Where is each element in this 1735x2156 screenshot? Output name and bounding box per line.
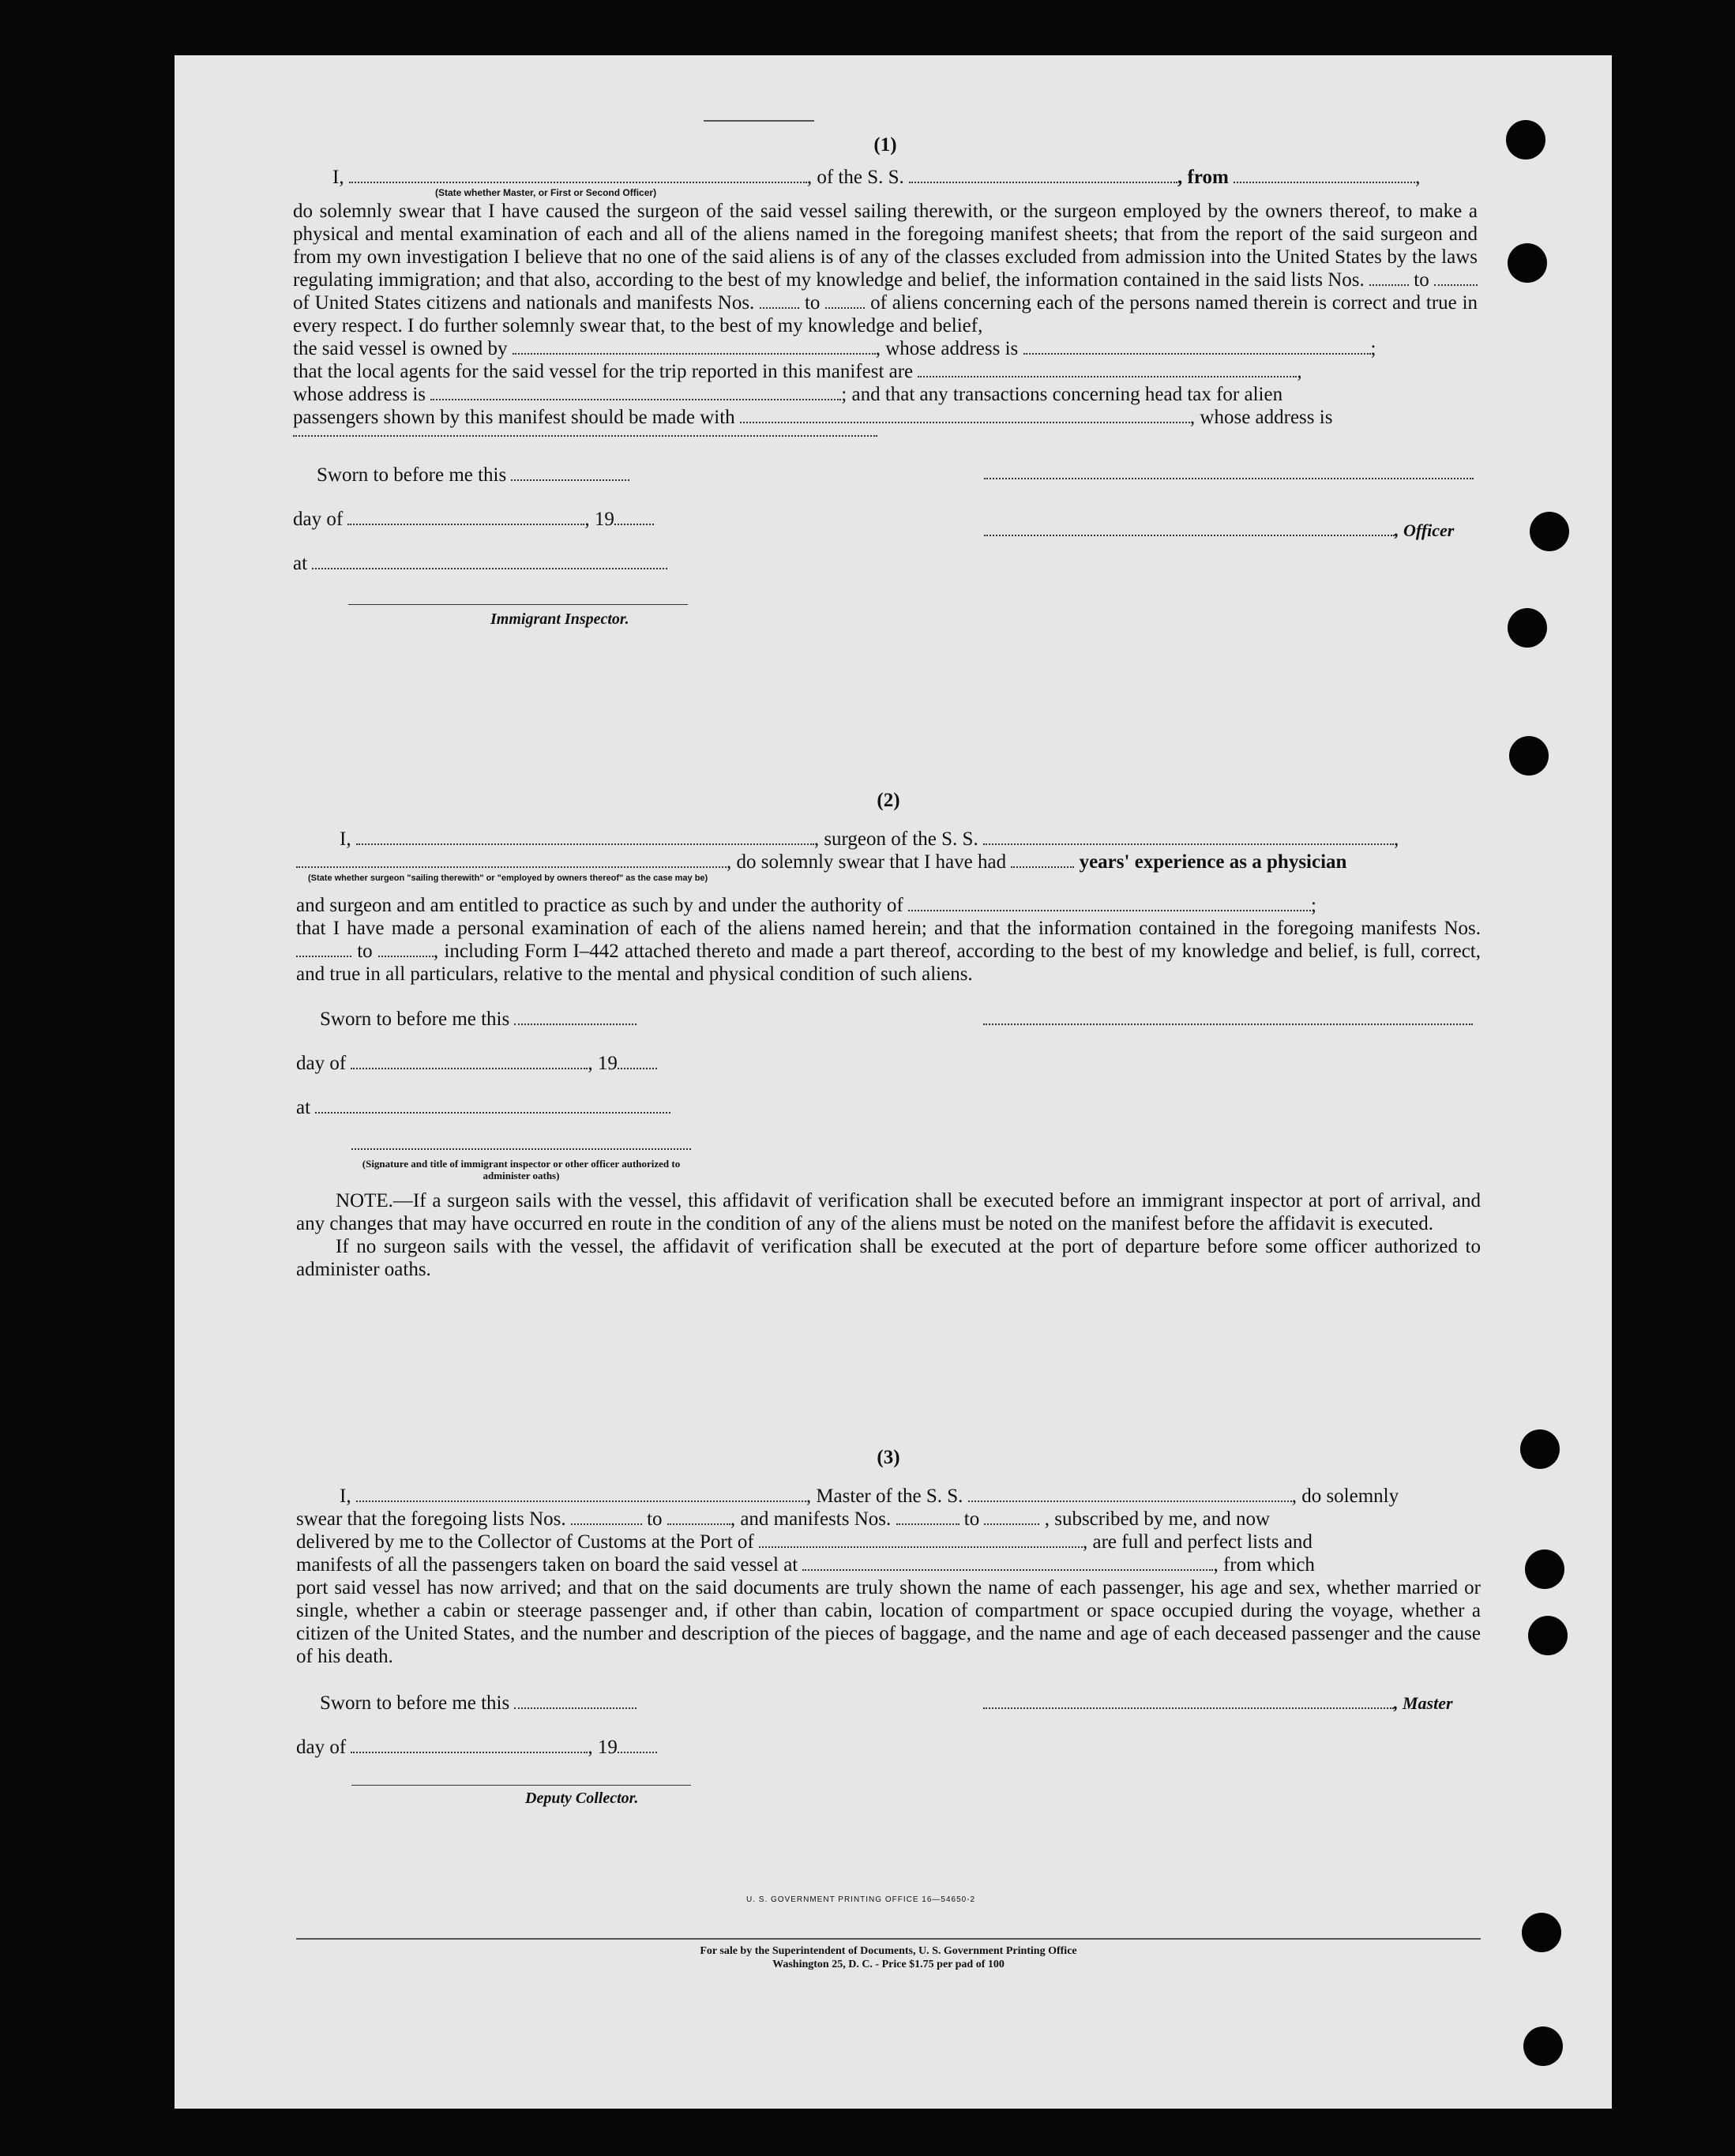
s3-master-label: , Master (1394, 1693, 1453, 1713)
punch-hole (1508, 608, 1547, 648)
s3-collector-line[interactable] (351, 1785, 691, 1786)
s1-whose-address-end: , whose address is (1189, 407, 1333, 428)
s2-note2: If no surgeon sails with the vessel, the affidavit of verification shall be executed at the port of departure before some officer authorized to administer oaths. (296, 1236, 1481, 1280)
s3-vessel-field[interactable] (968, 1485, 1292, 1502)
punch-hole (1528, 1616, 1568, 1655)
s1-body3: of aliens concerning each of the persons named therein is correct and true in every respect. I do further solemnly swear that, to the best of my knowledge and belief, (293, 292, 1478, 336)
punch-hole (1523, 2026, 1563, 2066)
s1-vessel-field[interactable] (909, 166, 1177, 183)
footer-rule (296, 1938, 1481, 1940)
s2-inspector-line[interactable] (351, 1148, 691, 1150)
s3-port-field[interactable] (759, 1531, 1083, 1548)
s1-signature-line[interactable] (984, 478, 1474, 479)
s1-owned-by: the said vessel is owned by (293, 338, 508, 359)
s1-agents-address-field[interactable] (430, 383, 841, 400)
s3-embark-field[interactable] (802, 1553, 1213, 1571)
s1-from-field[interactable] (1234, 166, 1415, 183)
s2-body3: , including Form I–442 attached thereto and made a part thereof, according to the best of my knowledge and belief, is full, correct, and true in all particulars, relative to the mental and physical condition of such aliens. (296, 941, 1481, 985)
s3-subscribed: , subscribed by me, and now (1044, 1508, 1271, 1530)
s2-at: at (296, 1097, 311, 1118)
section-3-number: (3) (877, 1447, 900, 1468)
s2-19: , 19 (588, 1053, 618, 1074)
s3-master-signature-field[interactable] (983, 1692, 1394, 1709)
s2-body2: that I have made a personal examination of each of the aliens named herein; and that the information contained in the foregoing manifests Nos. (296, 918, 1481, 939)
s1-month-field[interactable] (347, 508, 584, 525)
s1-address-continuation-field[interactable] (293, 429, 877, 437)
s1-inspector-label: Immigrant Inspector. (490, 610, 629, 628)
section-2-number: (2) (877, 790, 900, 811)
s3-day-of: day of (296, 1737, 347, 1758)
s1-whose-address-is: , whose address is (875, 338, 1019, 359)
punch-hole (1520, 1429, 1560, 1469)
s2-note1: NOTE.—If a surgeon sails with the vessel, this affidavit of verification shall be executed before an immigrant inspector at port of arrival, and any changes that may have occurred en route in the condition of any of the aliens must be noted on the manifest before the affidavit is executed. (296, 1190, 1481, 1234)
punch-hole (1522, 1913, 1561, 1952)
s1-sworn-date-field[interactable] (511, 464, 629, 481)
s1-from: , from (1177, 167, 1229, 188)
s3-to-1: to (647, 1508, 663, 1530)
s2-surgeon-field[interactable] (356, 828, 814, 845)
punch-hole (1506, 120, 1545, 160)
s2-body1: and surgeon and am entitled to practice as such by and under the authority of (296, 895, 903, 916)
s3-swear: swear that the foregoing lists Nos. (296, 1508, 566, 1530)
s1-whose-address: whose address is (293, 384, 426, 405)
s2-to: to (357, 941, 373, 962)
s3-lists-to-field[interactable] (667, 1508, 730, 1525)
s2-manifests-to-field[interactable] (378, 940, 434, 957)
s3-year-field[interactable] (618, 1736, 657, 1753)
s2-state-note: (State whether surgeon "sailing therewith" or "employed by owners thereof" as the case may be) (308, 873, 708, 883)
s3-full: , are full and perfect lists and (1083, 1531, 1313, 1553)
s1-owner-field[interactable] (513, 337, 876, 355)
s1-lists-to-field[interactable] (1434, 269, 1478, 286)
s2-month-field[interactable] (351, 1052, 588, 1069)
s2-day-of: day of (296, 1053, 347, 1074)
s2-years-field[interactable] (1011, 851, 1074, 868)
header-rule (704, 120, 814, 122)
s1-year-field[interactable] (614, 508, 654, 525)
s2-sworn-date-field[interactable] (514, 1008, 637, 1025)
s2-sig-note: (Signature and title of immigrant inspector or other officer authorized to administer oaths) (362, 1158, 681, 1181)
s1-at: at (293, 553, 308, 574)
s3-body: port said vessel has now arrived; and that on the said documents are truly shown the name of each passenger, his age and sex, whether married or single, whether a cabin or steerage passenger and, if other than cabin, location of compartment or space occupied during the voyage, whether a citizen of the United States, and the number and description of the pieces of baggage, and the name and age of each deceased passenger and the cause of his death. (296, 1577, 1481, 1667)
s2-authority-field[interactable] (908, 894, 1311, 911)
s1-to-1: to (1414, 269, 1429, 291)
s3-from-which: , from which (1213, 1554, 1315, 1576)
s3-manifests: , and manifests Nos. (730, 1508, 892, 1530)
s1-body2: of United States citizens and nationals and manifests Nos. (293, 292, 755, 314)
s3-do-solemnly: , do solemnly (1291, 1486, 1399, 1507)
s1-head-tax-party-field[interactable] (740, 406, 1190, 423)
form-page (175, 55, 1612, 2109)
s1-inspector-line[interactable] (348, 604, 688, 605)
punch-hole (1525, 1549, 1564, 1589)
s2-at-field[interactable] (315, 1096, 670, 1114)
s1-officer-signature-field[interactable] (984, 519, 1395, 536)
s1-manifests-to-field[interactable] (825, 291, 865, 309)
s2-years: years' experience as a physician (1079, 851, 1347, 873)
gpo-code: U. S. GOVERNMENT PRINTING OFFICE 16—54650-2 (746, 1895, 976, 1904)
section-3 (296, 1447, 1481, 1970)
section-1-number: (1) (873, 134, 897, 156)
s1-at-field[interactable] (312, 552, 667, 569)
s3-delivered: delivered by me to the Collector of Customs at the Port of (296, 1531, 754, 1553)
punch-hole (1508, 243, 1547, 283)
s2-manifests-from-field[interactable] (296, 940, 351, 957)
s1-sworn: Sworn to before me this (317, 464, 507, 486)
s1-owner-address-field[interactable] (1023, 337, 1371, 355)
s1-officer-field[interactable] (349, 166, 807, 183)
s3-deputy-label: Deputy Collector. (525, 1790, 639, 1807)
s1-19: , 19 (584, 509, 614, 530)
s1-head-tax: ; and that any transactions concerning head tax for alien (841, 384, 1283, 405)
s2-signature-line[interactable] (983, 1024, 1473, 1025)
s1-to-2: to (804, 292, 821, 314)
punch-hole (1530, 512, 1569, 551)
s2-i: I, (340, 828, 351, 850)
s3-to-2: to (963, 1508, 980, 1530)
section-2: (2) I, , surgeon of the S. S. , , do solemnly swear that I have had years' experience as a physician (State whether surgeon "sailing therewith" or "employed by owners thereof" as the case may be) and surgeon and am entitled to practice as such by and under the authority of ; that I have made a personal examination of each of the aliens named herein; and that the information contained in the foregoing manifests Nos. to , including Form I–442 attached thereto and made a part thereof, according to the best of my knowledge and belief, is full, correct, and true in all particulars, relative to the mental and physical condition of such aliens. Sworn to before me this day of , 19 at (Signature and title of immigrant inspector or other officer authorized to administer oaths) NOTE.—If a surgeon sails with the vessel, this affidavit of verification shall be executed before an immigrant inspector at port of arrival, and any changes that may have occurred en route in the condition of any of the aliens must be noted on the manifest before the affidavit is executed. If no surgeon sails with the vessel, the affidavit of verification shall be executed at the port of departure before some officer authorized to administer oaths. (296, 790, 1481, 1280)
s1-officer-label: , Officer (1395, 520, 1455, 540)
s3-manifests-from-field[interactable] (896, 1508, 960, 1525)
s3-i: I, (340, 1486, 351, 1507)
s2-year-field[interactable] (618, 1052, 657, 1069)
s1-local-agents: that the local agents for the said vessel for the trip reported in this manifest are (293, 361, 914, 382)
section-1: (1) I, , of the S. S. , from , (State whether Master, or First or Second Officer) do solemnly swear that I have caused the surgeon of the said vessel sailing therewith, or the surgeon employed by the owners thereof, to make a physical and mental examination of each and all of the aliens named in the foregoing manifest sheets; that from the report of the said surgeon and from my own investigation I believe that no one of the said aliens is of any of the classes excluded from admission into the United States by the laws regulating immigration; and that also, according to the best of my knowledge and belief, the information contained in the said lists Nos. to of United States citizens and nationals and manifests Nos. to of aliens concerning each of the persons named therein is correct and true in every respect. I do further solemnly swear that, to the best of my knowledge and belief, the said vessel is owned by , whose address is ; that the local agents for the said vessel for the trip reported in this manifest are , whose address is ; and that any transactions concerning head tax for alien passengers shown by this manifest should be made with , whose address is Sworn to before me this day of , 19 at , Officer Immigrant Inspector. (293, 134, 1478, 628)
s3-sworn: Sworn to before me this (320, 1692, 510, 1714)
s1-day-of: day of (293, 509, 344, 530)
s3-manifests-to-field[interactable] (984, 1508, 1039, 1525)
s1-i: I, (332, 167, 344, 188)
s1-manifests-from-field[interactable] (760, 291, 799, 309)
s1-lists-from-field[interactable] (1369, 269, 1409, 286)
s2-swear: , do solemnly swear that I have had (727, 851, 1007, 873)
s2-vessel-field[interactable] (983, 828, 1394, 845)
s3-lists-from-field[interactable] (571, 1508, 642, 1525)
footer-line-2: Washington 25, D. C. - Price $1.75 per pad of 100 (772, 1959, 1005, 1970)
s1-agents-field[interactable] (918, 360, 1297, 377)
s3-19: , 19 (588, 1737, 618, 1758)
s3-sworn-date-field[interactable] (514, 1692, 637, 1709)
s3-manifests-all: manifests of all the passengers taken on board the said vessel at (296, 1554, 798, 1576)
s1-body1: do solemnly swear that I have caused the surgeon of the said vessel sailing therewith, or the surgeon employed by the owners thereof, to make a physical and mental examination of each and all of the aliens named in the foregoing manifest sheets; that from the report of the said surgeon and from my own investigation I believe that no one of the said aliens is of any of the classes excluded from admission into the United States by the laws regulating immigration; and that also, according to the best of my knowledge and belief, the information contained in the said lists Nos. (293, 201, 1478, 291)
s1-passengers: passengers shown by this manifest should be made with (293, 407, 735, 428)
s1-of-ss: , of the S. S. (806, 167, 904, 188)
s1-state-note: (State whether Master, or First or Second Officer) (435, 187, 657, 198)
footer-line-1: For sale by the Superintendent of Documents, U. S. Government Printing Office (700, 1945, 1077, 1957)
s3-month-field[interactable] (351, 1736, 588, 1753)
s3-master-field[interactable] (356, 1485, 806, 1502)
punch-hole (1509, 736, 1549, 776)
s2-sworn: Sworn to before me this (320, 1009, 510, 1030)
s2-surgeon-of: , surgeon of the S. S. (813, 828, 978, 850)
s3-master-of: , Master of the S. S. (806, 1486, 963, 1507)
s2-surgeon-type-field[interactable] (296, 851, 727, 868)
